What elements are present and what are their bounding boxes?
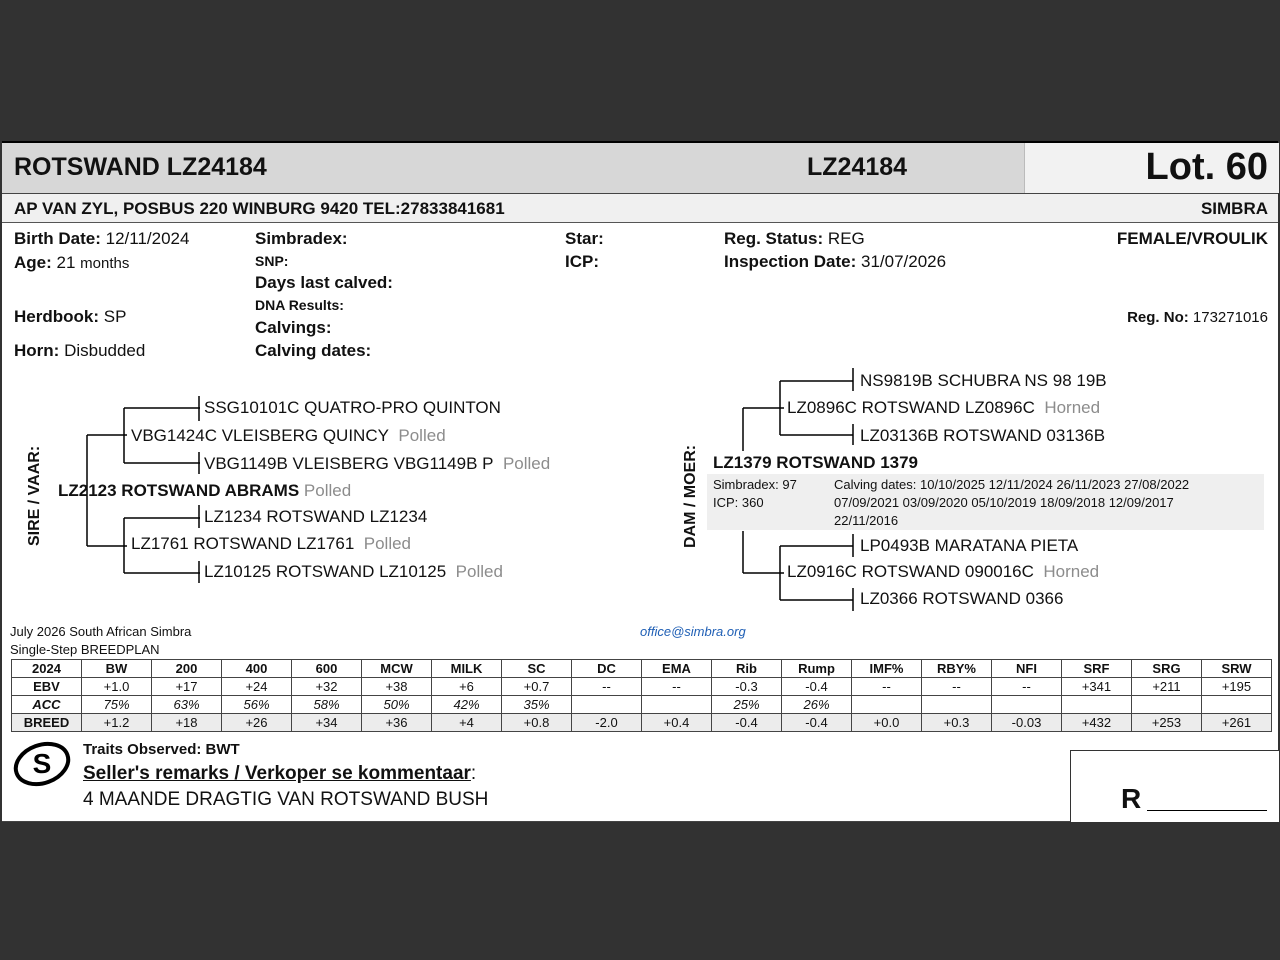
dam-calving-dates-1: Calving dates: 10/10/2025 12/11/2024 26/11/2023 27/08/2022: [834, 477, 1190, 492]
sire-dam: VBG1149B VLEISBERG VBG1149B P Polled: [204, 454, 551, 473]
ebv-cell: [572, 696, 642, 714]
ebv-cell: -0.3: [712, 678, 782, 696]
ebv-header-cell: SRF: [1062, 660, 1132, 678]
icp-label: ICP:: [565, 252, 599, 271]
ebv-cell: 75%: [82, 696, 152, 714]
ebv-cell: -0.4: [712, 714, 782, 732]
ebv-cell: +253: [1132, 714, 1202, 732]
inspection-date: Inspection Date: 31/07/2026: [724, 252, 947, 271]
calving-dates-label: Calving dates:: [255, 341, 372, 360]
ebv-cell: +6: [432, 678, 502, 696]
ebv-header-cell: Rib: [712, 660, 782, 678]
ebv-header-cell: MILK: [432, 660, 502, 678]
ebv-row-acc: [12, 696, 1272, 714]
dam-icp: ICP: 360: [713, 495, 764, 510]
dam-dam: LZ0916C ROTSWAND 090016C Horned: [787, 562, 1100, 581]
price-blank-line[interactable]: [1147, 810, 1267, 811]
ebv-cell: 56%: [222, 696, 292, 714]
sex: FEMALE/VROULIK: [1116, 229, 1268, 248]
star-label: Star:: [565, 229, 604, 248]
ebv-cell: 42%: [432, 696, 502, 714]
ebv-header-cell: DC: [572, 660, 642, 678]
reg-no: Reg. No: 173271016: [1127, 309, 1268, 326]
ebv-cell: +0.0: [852, 714, 922, 732]
ebv-header-cell: 200: [152, 660, 222, 678]
ebv-cell: --: [852, 678, 922, 696]
ebv-cell: +341: [1062, 678, 1132, 696]
ebv-header-cell: SC: [502, 660, 572, 678]
ebv-row-label: BREED: [12, 714, 82, 732]
ebv-cell: +24: [222, 678, 292, 696]
sire-side-label: SIRE / VAAR:: [26, 445, 43, 546]
ebv-cell: --: [992, 678, 1062, 696]
days-last-calved-label: Days last calved:: [255, 273, 393, 292]
herdbook: Herdbook: SP: [14, 307, 127, 326]
ebv-cell: --: [642, 678, 712, 696]
ebv-cell: +36: [362, 714, 432, 732]
ebv-header-cell: 600: [292, 660, 362, 678]
dam-side-label: DAM / MOER:: [682, 444, 699, 548]
dam-dam-of-sire: LZ10125 ROTSWAND LZ10125 Polled: [204, 562, 503, 581]
ebv-cell: [1062, 696, 1132, 714]
ebv-row-ebv: [12, 678, 1272, 696]
ebv-header-cell: SRW: [1202, 660, 1272, 678]
ebv-cell: -0.4: [782, 714, 852, 732]
ebv-row-label: EBV: [12, 678, 82, 696]
ebv-header-cell: NFI: [992, 660, 1062, 678]
animal-id: LZ24184: [807, 153, 908, 181]
ebv-cell: [1202, 696, 1272, 714]
dam-sire-of-sire: LZ1234 ROTSWAND LZ1234: [204, 507, 428, 526]
calvings-label: Calvings:: [255, 318, 332, 337]
owner-line: AP VAN ZYL, POSBUS 220 WINBURG 9420 TEL:27833841681: [14, 199, 505, 218]
price-prefix: R: [1121, 783, 1142, 814]
lot-card: [2, 141, 1278, 822]
ebv-header-cell: Rump: [782, 660, 852, 678]
ebv-cell: -2.0: [572, 714, 642, 732]
simbradex-label: Simbradex:: [255, 229, 348, 248]
remarks-label: Seller's remarks / Verkoper se kommentaar:: [83, 763, 477, 784]
ebv-cell: +195: [1202, 678, 1272, 696]
ebv-cell: 26%: [782, 696, 852, 714]
ebv-cell: +38: [362, 678, 432, 696]
ebv-cell: 58%: [292, 696, 362, 714]
ebv-cell: +26: [222, 714, 292, 732]
ebv-header-cell: MCW: [362, 660, 432, 678]
ebv-header-cell: RBY%: [922, 660, 992, 678]
dam-calving-dates-3: 22/11/2016: [834, 513, 899, 528]
price-box: [1070, 750, 1279, 822]
ebv-table: [11, 659, 1272, 732]
snp-label: SNP:: [255, 253, 289, 269]
breed-name: SIMBRA: [1200, 199, 1268, 218]
ebv-cell: +4: [432, 714, 502, 732]
ebv-cell: +0.8: [502, 714, 572, 732]
birth-date: Birth Date: 12/11/2024: [14, 229, 190, 248]
ebv-cell: 25%: [712, 696, 782, 714]
ebv-cell: +1.2: [82, 714, 152, 732]
ebv-cell: +0.7: [502, 678, 572, 696]
ebv-cell: [852, 696, 922, 714]
ebv-cell: -0.4: [782, 678, 852, 696]
sire-name: LZ2123 ROTSWAND ABRAMS Polled: [58, 481, 352, 500]
ebv-header-cell: 400: [222, 660, 292, 678]
ebv-row-breed: [12, 714, 1272, 732]
ebv-header-cell: IMF%: [852, 660, 922, 678]
ebv-cell: --: [572, 678, 642, 696]
sire-dam-name: LZ1761 ROTSWAND LZ1761 Polled: [131, 534, 412, 553]
ebv-cell: +0.4: [642, 714, 712, 732]
dam-dam-dam: LZ0366 ROTSWAND 0366: [860, 589, 1064, 608]
dam-simbradex: Simbradex: 97: [713, 477, 797, 492]
ebv-row-label: ACC: [12, 696, 82, 714]
ebv-cell: --: [922, 678, 992, 696]
ebv-cell: +0.3: [922, 714, 992, 732]
dam-dam-sire: LP0493B MARATANA PIETA: [860, 536, 1079, 555]
reg-status: Reg. Status: REG: [724, 229, 865, 248]
ebv-header-cell: BW: [82, 660, 152, 678]
svg-text:S: S: [32, 748, 52, 779]
sire-sire: SSG10101C QUATRO-PRO QUINTON: [204, 398, 501, 417]
traits-observed: Traits Observed: BWT: [83, 741, 240, 758]
ebv-cell: [922, 696, 992, 714]
ebv-cell: +34: [292, 714, 362, 732]
ebv-cell: -0.03: [992, 714, 1062, 732]
breedplan-source-2: Single-Step BREEDPLAN: [10, 642, 160, 657]
ebv-cell: +211: [1132, 678, 1202, 696]
ebv-cell: +1.0: [82, 678, 152, 696]
dam-sire-sire: NS9819B SCHUBRA NS 98 19B: [860, 371, 1107, 390]
email-link[interactable]: office@simbra.org: [640, 624, 746, 639]
ebv-header-cell: 2024: [12, 660, 82, 678]
ebv-header-cell: SRG: [1132, 660, 1202, 678]
dam-sire-dam: LZ03136B ROTSWAND 03136B: [860, 426, 1106, 445]
ebv-cell: +17: [152, 678, 222, 696]
ebv-cell: [642, 696, 712, 714]
ebv-cell: 35%: [502, 696, 572, 714]
ebv-header-row: [12, 660, 1272, 678]
age: Age: 21 months: [14, 253, 130, 272]
ebv-cell: [1132, 696, 1202, 714]
ebv-header-cell: EMA: [642, 660, 712, 678]
simbra-logo: [11, 740, 75, 788]
remarks-text: 4 MAANDE DRAGTIG VAN ROTSWAND BUSH: [83, 789, 489, 810]
ebv-cell: +261: [1202, 714, 1272, 732]
ebv-cell: +32: [292, 678, 362, 696]
dna-results-label: DNA Results:: [255, 297, 344, 313]
horn: Horn: Disbudded: [14, 341, 146, 360]
ebv-cell: 63%: [152, 696, 222, 714]
animal-name: ROTSWAND LZ24184: [14, 153, 267, 181]
ebv-cell: +432: [1062, 714, 1132, 732]
sire-sire-name: VBG1424C VLEISBERG QUINCY Polled: [131, 426, 446, 445]
ebv-cell: +18: [152, 714, 222, 732]
dam-sire: LZ0896C ROTSWAND LZ0896C Horned: [787, 398, 1101, 417]
ebv-cell: [992, 696, 1062, 714]
ebv-cell: 50%: [362, 696, 432, 714]
dam-calving-dates-2: 07/09/2021 03/09/2020 05/10/2019 18/09/2018 12/09/2017: [834, 495, 1174, 510]
dam-name: LZ1379 ROTSWAND 1379: [713, 453, 919, 472]
lot-number: Lot. 60: [1145, 146, 1268, 188]
breedplan-source-1: July 2026 South African Simbra: [10, 624, 192, 639]
